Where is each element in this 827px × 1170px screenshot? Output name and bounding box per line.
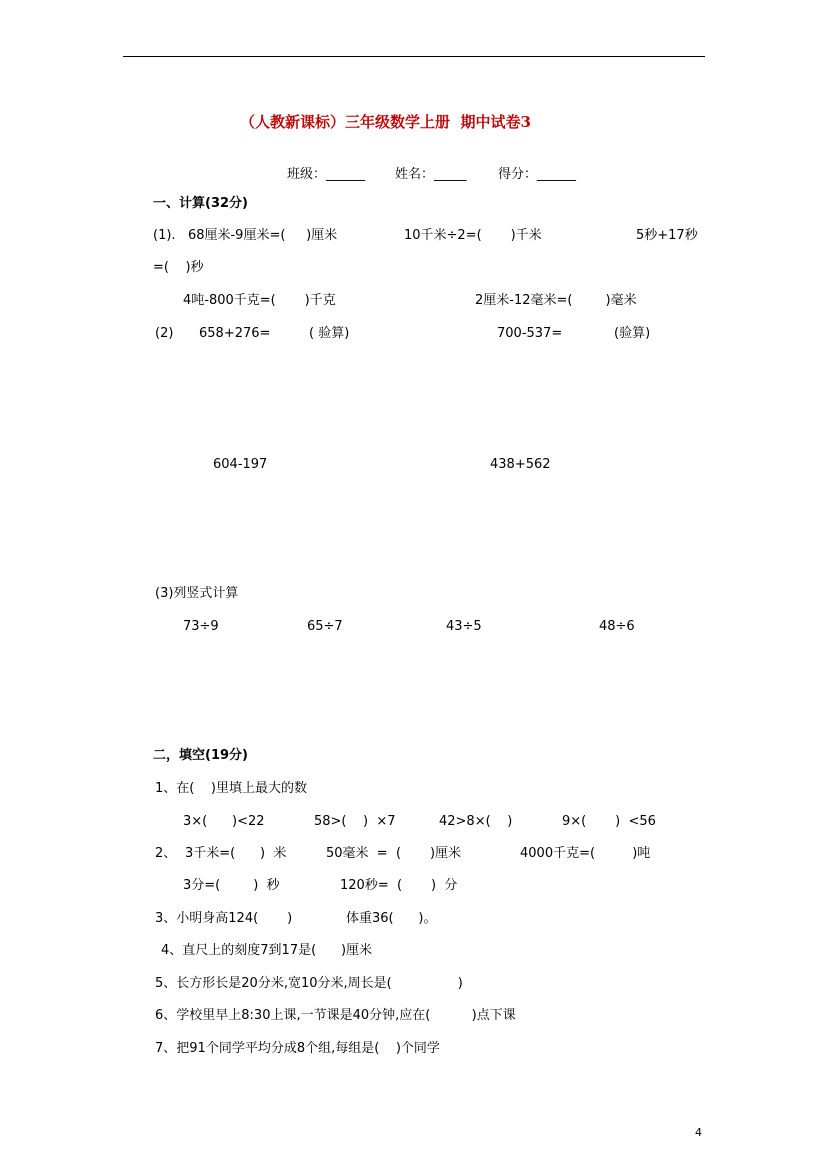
q1-item: 58>( ) ×7 (314, 814, 396, 829)
header-rule (123, 56, 705, 57)
section1-heading: 一、计算(32分) (153, 196, 248, 211)
question-5: 5、长方形长是20分米,宽10分米,周长是( ) (155, 976, 463, 991)
expr-438-562: 438+562 (490, 457, 551, 472)
division-item: 73÷9 (183, 619, 219, 634)
verify-label-1: ( 验算) (309, 326, 350, 341)
verify-label-2: (验算) (614, 326, 651, 341)
expr-604-197: 604-197 (213, 457, 268, 472)
class-field: 班级：______ (287, 167, 366, 182)
question-2-label: 2、 (155, 846, 177, 861)
q1-item: 42>8×( ) (439, 814, 513, 829)
expr-658-276: 658+276= (199, 326, 271, 341)
problem-1a: (1). 68厘米-9厘米=( )厘米 (153, 228, 338, 243)
q2-item: 4000千克=( )吨 (520, 846, 651, 861)
question-1: 1、在( )里填上最大的数 (155, 781, 307, 796)
question-7: 7、把91个同学平均分成8个组,每组是( )个同学 (155, 1041, 440, 1056)
division-item: 43÷5 (446, 619, 482, 634)
problem-1c-cont: =( )秒 (153, 260, 204, 275)
q2-item: 3分=( ) 秒 (183, 878, 280, 893)
page-title: （人教新课标）三年级数学上册 期中试卷3 (240, 113, 531, 131)
q2-item: 3千米=( ) 米 (185, 846, 287, 861)
question-6: 6、学校里早上8:30上课,一节课是40分钟,应在( )点下课 (155, 1008, 516, 1023)
problem-1c: 5秒+17秒 (636, 228, 698, 243)
name-field: 姓名：_____ (395, 167, 467, 182)
q2-item: 120秒= ( ) 分 (340, 878, 458, 893)
part3-heading: (3)列竖式计算 (155, 586, 239, 601)
division-item: 48÷6 (599, 619, 635, 634)
score-field: 得分：______ (498, 167, 577, 182)
q1-item: 9×( ) <56 (562, 814, 656, 829)
part2-label: (2) (155, 326, 174, 341)
question-3a: 3、小明身高124( ) (155, 911, 293, 926)
question-3b: 体重36( )。 (346, 911, 437, 926)
q2-item: 50毫米 = ( )厘米 (326, 846, 462, 861)
problem-1e: 2厘米-12毫米=( )毫米 (475, 293, 637, 308)
problem-1d: 4吨-800千克=( )千克 (183, 293, 336, 308)
division-item: 65÷7 (307, 619, 343, 634)
page-number: 4 (695, 1126, 702, 1139)
problem-1b: 10千米÷2=( )千米 (404, 228, 542, 243)
expr-700-537: 700-537= (497, 326, 563, 341)
q1-item: 3×( )<22 (183, 814, 265, 829)
section2-heading: 二，填空(19分) (153, 748, 248, 763)
question-4: 4、直尺上的刻度7到17是( )厘米 (161, 943, 373, 958)
